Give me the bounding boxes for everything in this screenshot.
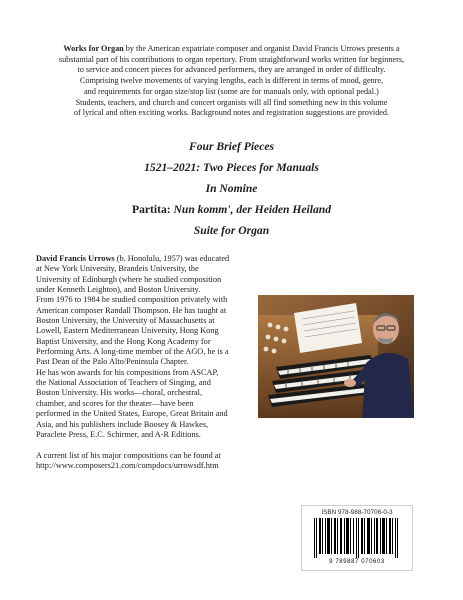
contents-item: Partita: Nun komm', der Heiden Heiland (131, 203, 332, 216)
composer-at-organ-photo (258, 295, 414, 418)
composer-bio: David Francis Urrows (b. Honolulu, 1957) was educated at New York University, Brandeis University, the University of Edinburgh (where he studied composition under Kenneth Leighton), and Boston University. From 1976 to 1984 he studied composition privately with American composer Randall Thompson. He has taught at Boston University, the University of Massachusetts at Lowell, Eastern Mediterranean University, Hong Kong Baptist University, and the Hong Kong Academy for Performing Arts. A long-time member of the AGO, he is a Past Dean of the Palo Alto/Peninsula Chapter. He has won awards for his compositions from ASCAP, the National Association of Teachers of Singing, and Boston University. His works—choral, orchestral, chamber, and scores for the theater—have been performed in the United States, Europe, Great Britain and Asia, and his publishers include Boosey & Hawkes, Paraclete Press, E.C. Schirmer, and A-R Editions. (36, 254, 230, 439)
contents-item: In Nomine (205, 182, 258, 195)
isbn-number: ISBN 978-988-70706-0-3 (321, 509, 393, 516)
composer-name: David Francis Urrows (36, 254, 115, 263)
barcode-bars (312, 518, 402, 558)
contents-list (0, 140, 463, 245)
contents-item: Four Brief Pieces (188, 140, 274, 153)
intro-paragraph: Works for Organ by the American expatriate composer and organist David Francis Urrows presents a substantial part of his contributions to organ repertory. From straightforward works written for beginners, to service and concert pieces for advanced performers, they are arranged in order of difficulty. Comprising twelve movements of varying lengths, each is different in terms of mood, genre, and requirements for organ size/stop list (some are for manuals only, with optional pedal.) Students, teachers, and church and concert organists will all find something new in this volume of lyrical and often exciting works. Background notes and registration suggestions are provided. (58, 44, 405, 118)
isbn-barcode (301, 505, 413, 571)
barcode-digits: 9 789887 070603 (329, 559, 385, 565)
contents-item: 1521–2021: Two Pieces for Manuals (144, 161, 319, 174)
website-url: http://www.composers21.com/compdocs/urrowsdf.htm (36, 461, 219, 471)
website-note: A current list of his major compositions can be found at http://www.composers21.com/compdocs/urrowsdf.htm (36, 451, 296, 472)
contents-item: Suite for Organ (193, 224, 270, 237)
book-title: Works for Organ (63, 44, 124, 53)
